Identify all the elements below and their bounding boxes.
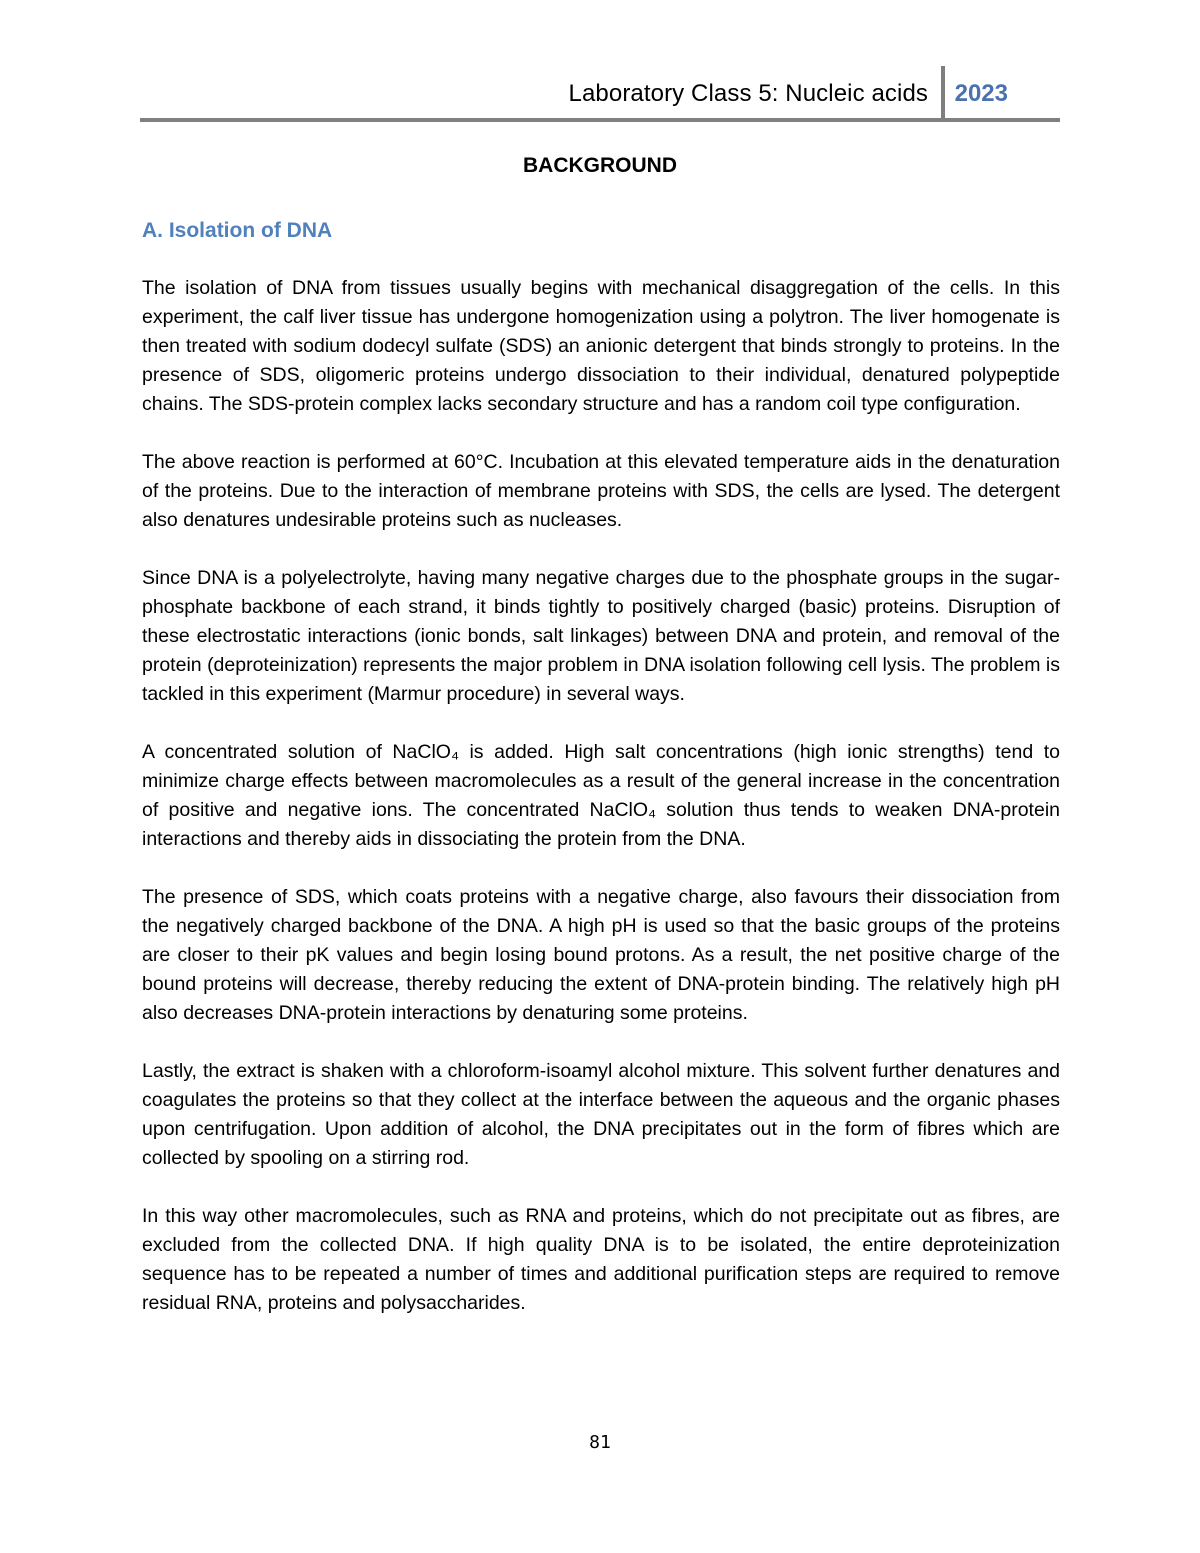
paragraph-4: A concentrated solution of NaClO₄ is added. High salt concentrations (high ionic strengths) tend to minimize charge effects between macromolecules as a result of the general increase in the concentration of positive and negative ions. The concentrated NaClO₄ solution thus tends to weaken DNA-protein interactions and thereby aids in dissociating the protein from the DNA.: [142, 741, 1060, 850]
paragraph-6: Lastly, the extract is shaken with a chloroform-isoamyl alcohol mixture. This solvent further denatures and coagulates the proteins so that they collect at the interface between the aqueous and the organic phases upon centrifugation. Upon addition of alcohol, the DNA precipitates out in the form of fibres which are collected by spooling on a stirring rod.: [142, 1060, 1060, 1169]
subsection-heading: A. Isolation of DNA: [142, 219, 333, 242]
paragraph-7: In this way other macromolecules, such as RNA and proteins, which do not precipitate out as fibres, are excluded from the collected DNA. If high quality DNA is to be isolated, the entire deproteinization sequence has to be repeated a number of times and additional purification steps are required to remove residual RNA, proteins and polysaccharides.: [142, 1205, 1060, 1314]
page-number: 81: [589, 1432, 611, 1453]
header-year: 2023: [954, 80, 1008, 107]
paragraph-1: The isolation of DNA from tissues usually begins with mechanical disaggregation of the cells. In this experiment, the calf liver tissue has undergone homogenization using a polytron. The liver homogenate is then treated with sodium dodecyl sulfate (SDS) an anionic detergent that binds strongly to proteins. In the presence of SDS, oligomeric proteins undergo dissociation to their individual, denatured polypeptide chains. The SDS-protein complex lacks secondary structure and has a random coil type configuration.: [142, 277, 1060, 415]
header-rule: [140, 118, 1060, 122]
section-title: BACKGROUND: [523, 154, 677, 177]
header-title: Laboratory Class 5: Nucleic acids: [568, 80, 928, 107]
paragraph-3: Since DNA is a polyelectrolyte, having many negative charges due to the phosphate groups in the sugar-phosphate backbone of each strand, it binds tightly to positively charged (basic) proteins. Disruption of these electrostatic interactions (ionic bonds, salt linkages) between DNA and protein, and removal of the protein (deproteinization) represents the major problem in DNA isolation following cell lysis. The problem is tackled in this experiment (Marmur procedure) in several ways.: [142, 567, 1060, 705]
header-divider: [941, 66, 945, 118]
body-text: [142, 274, 1060, 1347]
paragraph-5: The presence of SDS, which coats proteins with a negative charge, also favours their dissociation from the negatively charged backbone of the DNA. A high pH is used so that the basic groups of the proteins are closer to their pK values and begin losing bound protons. As a result, the net positive charge of the bound proteins will decrease, thereby reducing the extent of DNA-protein binding. The relatively high pH also decreases DNA-protein interactions by denaturing some proteins.: [142, 886, 1060, 1024]
page-header: [140, 74, 1060, 120]
paragraph-2: The above reaction is performed at 60°C. Incubation at this elevated temperature aids in the denaturation of the proteins. Due to the interaction of membrane proteins with SDS, the cells are lysed. The detergent also denatures undesirable proteins such as nucleases.: [142, 451, 1060, 531]
